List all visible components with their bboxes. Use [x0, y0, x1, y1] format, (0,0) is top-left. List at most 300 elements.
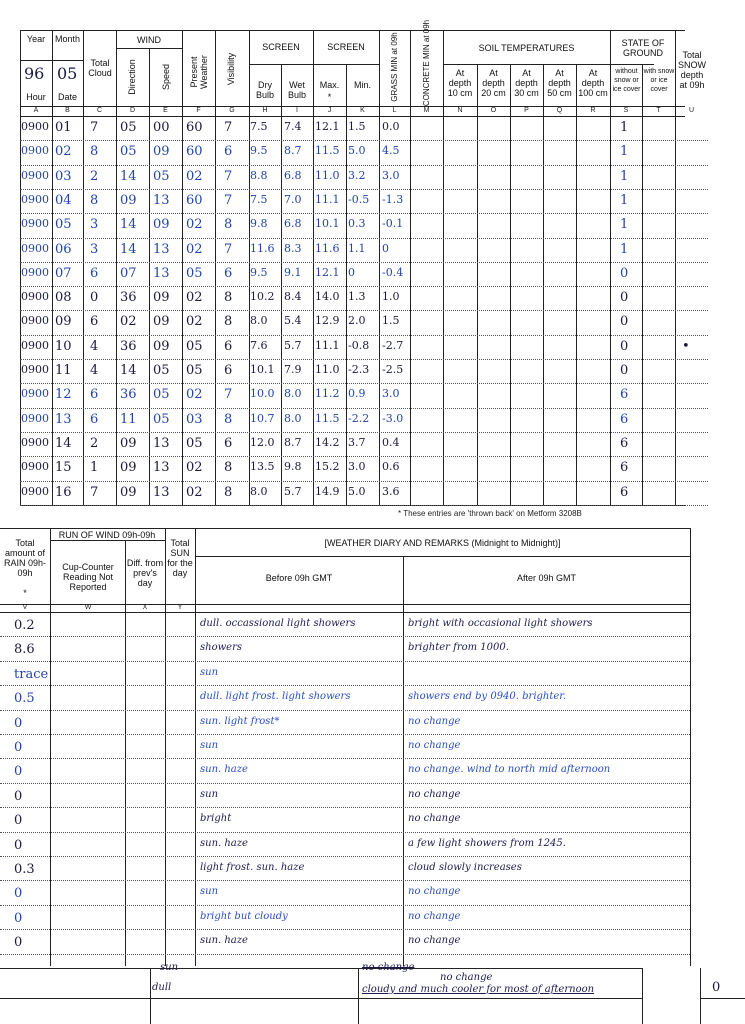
wind-speed-cell: 13: [153, 435, 170, 451]
before-09h-remark: bright but cloudy: [200, 910, 288, 922]
wet-bulb-cell: 6.8: [284, 168, 302, 182]
col-letter-u: U: [688, 107, 695, 114]
date-cell: 13: [55, 411, 72, 427]
wind-label: WIND: [137, 35, 161, 45]
state-of-ground-cell: 0: [620, 363, 629, 378]
before-09h-remark: sun: [200, 666, 219, 678]
present-weather-cell: 02: [186, 314, 203, 330]
state-of-ground-cell: 1: [620, 144, 629, 160]
col-letter-m: M: [423, 107, 430, 114]
hour-cell: 0900: [21, 363, 49, 376]
visibility-cell: 7: [224, 241, 233, 257]
present-weather-cell: 03: [186, 411, 203, 427]
soil-depth-20: At depth 20 cm: [481, 68, 506, 98]
before-09h-remark: bright: [200, 813, 232, 825]
state-of-ground-cell: 0: [620, 290, 629, 306]
after-09h-remark: brighter from 1000.: [408, 642, 509, 654]
date-cell: 07: [55, 265, 72, 281]
wet-bulb-cell: 8.0: [284, 411, 302, 425]
rain-amount-cell: 8.6: [14, 642, 35, 658]
grass-min-cell: -1.3: [382, 192, 404, 206]
date-cell: 12: [55, 387, 72, 403]
present-weather-cell: 02: [186, 387, 203, 403]
total-cloud-cell: 6: [90, 411, 99, 427]
visibility-cell: 8: [224, 411, 233, 427]
after-09h-remark: no change: [408, 788, 461, 800]
wet-bulb-cell: 6.8: [284, 217, 302, 231]
hour-cell: 0900: [21, 290, 49, 304]
max-temp-cell: 11.5: [315, 144, 340, 158]
dry-bulb-cell: 7.6: [250, 338, 268, 352]
hour-cell: 0900: [21, 484, 49, 498]
total-cloud-cell: 4: [90, 338, 99, 354]
max-temp-cell: 14.0: [315, 290, 340, 304]
wind-speed-cell: 13: [153, 460, 170, 476]
hour-cell: 0900: [21, 265, 49, 279]
hour-cell: 0900: [21, 460, 49, 474]
rain-amount-cell: 0.3: [14, 862, 35, 877]
min-label: Min.: [353, 80, 371, 90]
hour-cell: 0900: [21, 338, 49, 352]
after-09h-remark: no change: [408, 813, 461, 825]
without-snow-label: without snow or ice cover: [612, 68, 641, 93]
direction-label: Direction: [127, 59, 137, 95]
wind-speed-cell: 09: [153, 290, 170, 306]
hour-cell: 0900: [21, 314, 49, 328]
rain-amount-cell: 0: [14, 910, 23, 926]
date-label: Date: [57, 92, 77, 102]
dry-bulb-cell: 9.5: [250, 265, 268, 279]
col-letter-v: V: [22, 604, 28, 611]
dry-bulb-cell: 10.2: [250, 290, 275, 304]
present-weather-cell: 60: [186, 120, 203, 135]
dry-bulb-cell: 8.0: [250, 314, 268, 328]
wind-direction-cell: 05: [120, 144, 137, 160]
total-cloud-cell: 7: [90, 484, 99, 500]
present-weather-cell: 02: [186, 168, 203, 184]
state-of-ground-cell: 6: [620, 435, 629, 451]
after-09h-remark: showers end by 0940. brighter.: [408, 691, 567, 703]
min-temp-cell: -2.2: [348, 411, 370, 425]
state-of-ground-cell: 1: [620, 217, 629, 233]
rain-amount-cell: 0: [14, 740, 23, 755]
total-cloud-cell: 8: [90, 144, 99, 160]
grass-min-cell: -2.7: [382, 338, 404, 352]
wind-direction-cell: 09: [120, 484, 137, 500]
max-temp-cell: 10.1: [315, 217, 340, 231]
month-value: 05: [57, 64, 78, 83]
wet-bulb-cell: 8.0: [284, 387, 302, 401]
date-cell: 06: [55, 241, 72, 257]
wind-speed-cell: 00: [153, 120, 170, 135]
state-of-ground-label: STATE OF GROUND: [621, 38, 665, 58]
overlay-after-1b: no change: [440, 972, 493, 983]
dry-bulb-cell: 9.5: [250, 144, 268, 158]
state-of-ground-cell: 0: [620, 265, 629, 281]
dry-bulb-label: Dry Bulb: [255, 80, 274, 100]
before-09h-remark: sun. haze: [200, 837, 248, 849]
visibility-cell: 6: [224, 265, 233, 281]
max-temp-cell: 15.2: [315, 460, 340, 474]
year-label: Year: [26, 34, 46, 44]
rain-amount-cell: 0.2: [14, 618, 35, 633]
max-temp-cell: 11.6: [315, 241, 340, 255]
col-letter-y: Y: [177, 604, 183, 611]
dry-bulb-cell: 8.0: [250, 484, 268, 498]
total-cloud-cell: 0: [90, 290, 99, 306]
before-09h-remark: dull. occassional light showers: [200, 618, 356, 629]
col-letter-i: I: [296, 107, 298, 114]
overlay-before-2: dull: [152, 982, 172, 993]
visibility-cell: 8: [224, 290, 233, 306]
before-09h-label: Before 09h GMT: [265, 573, 333, 583]
overlay-after-2: cloudy and much cooler for most of afternoon: [362, 984, 595, 995]
after-09h-remark: no change: [408, 886, 461, 898]
wind-speed-cell: 09: [153, 338, 170, 354]
state-of-ground-cell: 1: [620, 168, 629, 184]
wind-direction-cell: 11: [120, 411, 137, 427]
visibility-label: Visibility: [226, 52, 236, 86]
col-letter-k: K: [360, 107, 365, 114]
col-letter-f: F: [196, 107, 201, 114]
total-cloud-cell: 2: [90, 168, 99, 184]
wind-speed-cell: 05: [153, 411, 170, 427]
wind-speed-cell: 13: [153, 192, 170, 208]
diary-label: [WEATHER DIARY AND REMARKS (Midnight to Midnight)]: [324, 538, 561, 548]
after-09h-remark: no change: [408, 935, 461, 947]
wet-bulb-cell: 7.4: [284, 120, 302, 133]
wet-bulb-cell: 8.7: [284, 144, 302, 158]
col-letter-n: N: [457, 107, 463, 114]
total-cloud-cell: 6: [90, 265, 99, 281]
present-weather-cell: 05: [186, 435, 203, 451]
min-temp-cell: 0.9: [348, 387, 366, 401]
total-rain-label: Total amount of RAIN 09h-09h: [3, 538, 47, 578]
after-09h-remark: no change: [408, 910, 461, 922]
grass-min-cell: 4.5: [382, 144, 400, 158]
grass-min-cell: -2.5: [382, 363, 404, 376]
col-letter-h: H: [262, 107, 268, 114]
present-weather-cell: 60: [186, 192, 203, 208]
date-cell: 14: [55, 435, 72, 451]
hour-cell: 0900: [21, 411, 49, 425]
visibility-cell: 6: [224, 338, 233, 354]
before-09h-remark: sun. haze: [200, 764, 248, 776]
wind-direction-cell: 05: [120, 120, 137, 135]
col-letter-q: Q: [556, 107, 563, 114]
before-09h-remark: sun. light frost*: [200, 715, 280, 727]
weather-register-bottom-table: [0, 520, 745, 1024]
min-temp-cell: 0: [348, 265, 355, 279]
rain-amount-cell: 0: [14, 886, 23, 902]
after-09h-remark: no change: [408, 715, 461, 727]
col-letter-g: G: [229, 107, 235, 114]
grass-min-cell: 1.0: [382, 290, 400, 304]
with-snow-label: with snow or ice cover: [643, 68, 675, 93]
soil-depth-10: At depth 10 cm: [447, 68, 473, 98]
max-star: *: [327, 92, 332, 102]
wind-direction-cell: 09: [120, 192, 137, 208]
state-of-ground-cell: 0: [620, 338, 629, 354]
overlaid-sheet-scrap: [0, 962, 745, 1024]
wind-direction-cell: 14: [120, 363, 137, 378]
soil-depth-50: At depth 50 cm: [547, 68, 572, 98]
date-cell: 16: [55, 484, 72, 500]
dry-bulb-cell: 10.1: [250, 363, 275, 376]
wind-direction-cell: 36: [120, 387, 137, 403]
max-temp-cell: 12.9: [315, 314, 340, 328]
date-cell: 01: [55, 120, 72, 135]
col-letter-b: B: [65, 107, 70, 114]
hour-cell: 0900: [21, 168, 49, 182]
rain-amount-cell: 0.5: [14, 691, 35, 707]
visibility-cell: 6: [224, 144, 233, 160]
date-cell: 10: [55, 338, 72, 354]
overlay-after-1: no change: [362, 962, 415, 973]
col-letter-j: J: [327, 107, 332, 114]
max-temp-cell: 14.9: [315, 484, 340, 498]
wind-speed-cell: 09: [153, 314, 170, 330]
state-of-ground-cell: 6: [620, 411, 629, 427]
present-weather-cell: 05: [186, 265, 203, 281]
wind-direction-cell: 02: [120, 314, 137, 330]
overlay-right-value: 0: [712, 980, 721, 995]
col-letter-t: T: [656, 107, 661, 114]
after-09h-remark: bright with occasional light showers: [408, 618, 593, 629]
total-cloud-cell: 8: [90, 192, 99, 208]
hour-label: Hour: [26, 92, 46, 102]
wind-direction-cell: 14: [120, 168, 137, 184]
grass-min-cell: -0.1: [382, 217, 404, 231]
max-temp-cell: 12.1: [315, 265, 340, 279]
grass-min-cell: 3.0: [382, 168, 400, 182]
wet-bulb-cell: 7.0: [284, 192, 302, 206]
visibility-cell: 8: [224, 217, 233, 233]
present-weather-cell: 02: [186, 484, 203, 500]
after-09h-remark: no change: [408, 740, 461, 751]
wet-bulb-cell: 8.3: [284, 241, 302, 255]
col-letter-s: S: [623, 107, 629, 114]
dry-bulb-cell: 8.8: [250, 168, 268, 182]
min-temp-cell: 2.0: [348, 314, 366, 328]
grass-min-cell: 1.5: [382, 314, 400, 328]
rain-amount-cell: 0: [14, 788, 23, 804]
wind-speed-cell: 13: [153, 241, 170, 257]
hour-cell: 0900: [21, 435, 49, 449]
wet-bulb-cell: 7.9: [284, 363, 302, 376]
after-09h-label: After 09h GMT: [516, 573, 577, 583]
diff-label: Diff. from prev's day: [126, 558, 164, 588]
present-weather-cell: 02: [186, 217, 203, 233]
total-cloud-cell: 4: [90, 363, 99, 378]
speed-label: Speed: [161, 63, 171, 91]
col-letter-r: R: [590, 107, 596, 114]
screen-label-1: SCREEN: [262, 42, 300, 52]
date-cell: 15: [55, 460, 72, 476]
col-letter-p: P: [524, 107, 529, 114]
dry-bulb-cell: 9.8: [250, 217, 268, 231]
soil-depth-100: At depth 100 cm: [578, 68, 608, 98]
max-temp-cell: 12.1: [315, 120, 340, 133]
grass-min-cell: 0: [382, 241, 389, 255]
dry-bulb-cell: 10.0: [250, 387, 275, 401]
wind-direction-cell: 14: [120, 217, 137, 233]
grass-min-label: GRASS MIN at 09h: [390, 32, 399, 102]
state-of-ground-cell: 1: [620, 241, 629, 257]
total-cloud-label: Total Cloud: [88, 58, 112, 78]
wind-speed-cell: 09: [153, 217, 170, 233]
visibility-cell: 7: [224, 120, 233, 135]
wind-speed-cell: 05: [153, 363, 170, 378]
present-weather-cell: 60: [186, 144, 203, 160]
visibility-cell: 6: [224, 435, 233, 451]
soil-temperatures-label: SOIL TEMPERATURES: [478, 43, 575, 53]
dry-bulb-cell: 13.5: [250, 460, 275, 474]
visibility-cell: 7: [224, 192, 233, 208]
min-temp-cell: -2.3: [348, 363, 370, 376]
hour-cell: 0900: [21, 120, 49, 133]
run-of-wind-label: RUN OF WIND 09h-09h: [58, 530, 156, 540]
visibility-cell: 7: [224, 168, 233, 184]
total-sun-label: Total SUN for the day: [167, 538, 193, 578]
wind-direction-cell: 07: [120, 265, 137, 281]
grass-min-cell: 3.6: [382, 484, 400, 498]
present-weather-cell: 05: [186, 338, 203, 354]
state-of-ground-cell: 6: [620, 460, 629, 476]
wind-speed-cell: 09: [153, 144, 170, 160]
rain-amount-cell: 0: [14, 935, 23, 951]
grass-min-cell: 0.4: [382, 435, 400, 449]
total-cloud-cell: 6: [90, 314, 99, 330]
dry-bulb-cell: 7.5: [250, 192, 268, 206]
state-of-ground-cell: 1: [620, 120, 629, 135]
state-of-ground-cell: 0: [620, 314, 629, 330]
max-temp-cell: 11.1: [315, 338, 340, 352]
hour-cell: 0900: [21, 192, 49, 206]
max-temp-cell: 11.1: [315, 192, 340, 206]
wet-bulb-cell: 8.4: [284, 290, 302, 304]
date-cell: 11: [55, 363, 72, 378]
state-of-ground-cell: 1: [620, 192, 629, 208]
total-cloud-cell: 2: [90, 435, 99, 451]
wet-bulb-cell: 5.7: [284, 338, 302, 352]
grass-min-cell: -0.4: [382, 265, 404, 279]
rain-amount-cell: 0: [14, 715, 23, 731]
rain-amount-cell: 0: [14, 837, 23, 853]
min-temp-cell: 1.5: [348, 120, 366, 133]
max-temp-cell: 11.5: [315, 411, 340, 425]
after-09h-remark: cloud slowly increases: [408, 862, 522, 873]
min-temp-cell: 5.0: [348, 144, 366, 158]
dry-bulb-cell: 11.6: [250, 241, 275, 255]
col-letter-d: D: [129, 107, 136, 114]
wet-bulb-cell: 9.8: [284, 460, 302, 474]
col-letter-c: C: [96, 107, 103, 114]
present-weather-cell: 02: [186, 460, 203, 476]
hour-cell: 0900: [21, 217, 49, 231]
month-label: Month: [54, 34, 80, 44]
present-weather-cell: 02: [186, 241, 203, 257]
date-cell: 04: [55, 192, 72, 208]
date-cell: 03: [55, 168, 72, 184]
concrete-min-label: CONCRETE MIN at 09h: [422, 19, 431, 107]
state-of-ground-cell: 6: [620, 484, 629, 500]
hour-cell: 0900: [21, 387, 49, 401]
state-of-ground-cell: 6: [620, 387, 629, 403]
col-letter-e: E: [163, 107, 168, 114]
visibility-cell: 8: [224, 460, 233, 476]
total-cloud-cell: 3: [90, 217, 99, 233]
max-temp-cell: 11.2: [315, 387, 340, 401]
col-letter-x: X: [142, 604, 148, 611]
before-09h-remark: sun. haze: [200, 935, 248, 947]
before-09h-remark: light frost. sun. haze: [200, 862, 305, 873]
min-temp-cell: 0.3: [348, 217, 366, 231]
footnote: * These entries are 'thrown back' on Metform 3208B: [398, 509, 582, 518]
after-09h-remark: a few light showers from 1245.: [408, 837, 566, 849]
total-cloud-cell: 6: [90, 387, 99, 403]
min-temp-cell: 5.0: [348, 484, 366, 498]
wet-bulb-cell: 8.7: [284, 435, 302, 449]
wind-speed-cell: 13: [153, 265, 170, 281]
min-temp-cell: 1.3: [348, 290, 366, 304]
grass-min-cell: 3.0: [382, 387, 400, 401]
dry-bulb-cell: 7.5: [250, 120, 268, 133]
dry-bulb-cell: 10.7: [250, 411, 275, 425]
before-09h-remark: showers: [200, 642, 242, 654]
after-09h-remark: no change. wind to north mid afternoon: [408, 764, 611, 776]
wind-speed-cell: 13: [153, 484, 170, 500]
present-weather-cell: 05: [186, 363, 203, 378]
wind-speed-cell: 05: [153, 387, 170, 403]
col-letter-o: O: [490, 107, 497, 114]
max-temp-cell: 14.2: [315, 435, 340, 449]
screen-label-2: SCREEN: [327, 42, 365, 52]
total-cloud-cell: 7: [90, 120, 99, 135]
rain-amount-cell: 0: [14, 813, 23, 829]
before-09h-remark: sun: [200, 886, 219, 898]
total-snow-label: Total SNOW depth at 09h: [678, 50, 706, 90]
hour-cell: 0900: [21, 144, 49, 158]
max-label: Max.: [319, 80, 340, 90]
wind-direction-cell: 09: [120, 435, 137, 451]
year-value: 96: [24, 64, 45, 83]
date-cell: 02: [55, 144, 72, 160]
wind-direction-cell: 09: [120, 460, 137, 476]
wind-speed-cell: 05: [153, 168, 170, 184]
total-cloud-cell: 1: [90, 460, 99, 476]
visibility-cell: 8: [224, 484, 233, 500]
overlay-before-1: sun: [160, 962, 179, 973]
max-temp-cell: 11.0: [315, 363, 340, 376]
min-temp-cell: 3.0: [348, 460, 366, 474]
before-09h-remark: sun: [200, 740, 219, 751]
col-letter-l: L: [392, 107, 397, 114]
date-cell: 08: [55, 290, 72, 306]
total-cloud-cell: 3: [90, 241, 99, 257]
grass-min-cell: -3.0: [382, 411, 404, 425]
wind-direction-cell: 36: [120, 338, 137, 354]
present-weather-label: Present Weather: [189, 55, 209, 89]
max-temp-cell: 11.0: [315, 168, 340, 182]
total-snow-cell: •: [682, 338, 690, 354]
visibility-cell: 8: [224, 314, 233, 330]
soil-depth-30: At depth 30 cm: [514, 68, 539, 98]
wind-direction-cell: 14: [120, 241, 137, 257]
date-cell: 05: [55, 217, 72, 233]
before-09h-remark: sun: [200, 788, 219, 800]
visibility-cell: 7: [224, 387, 233, 403]
